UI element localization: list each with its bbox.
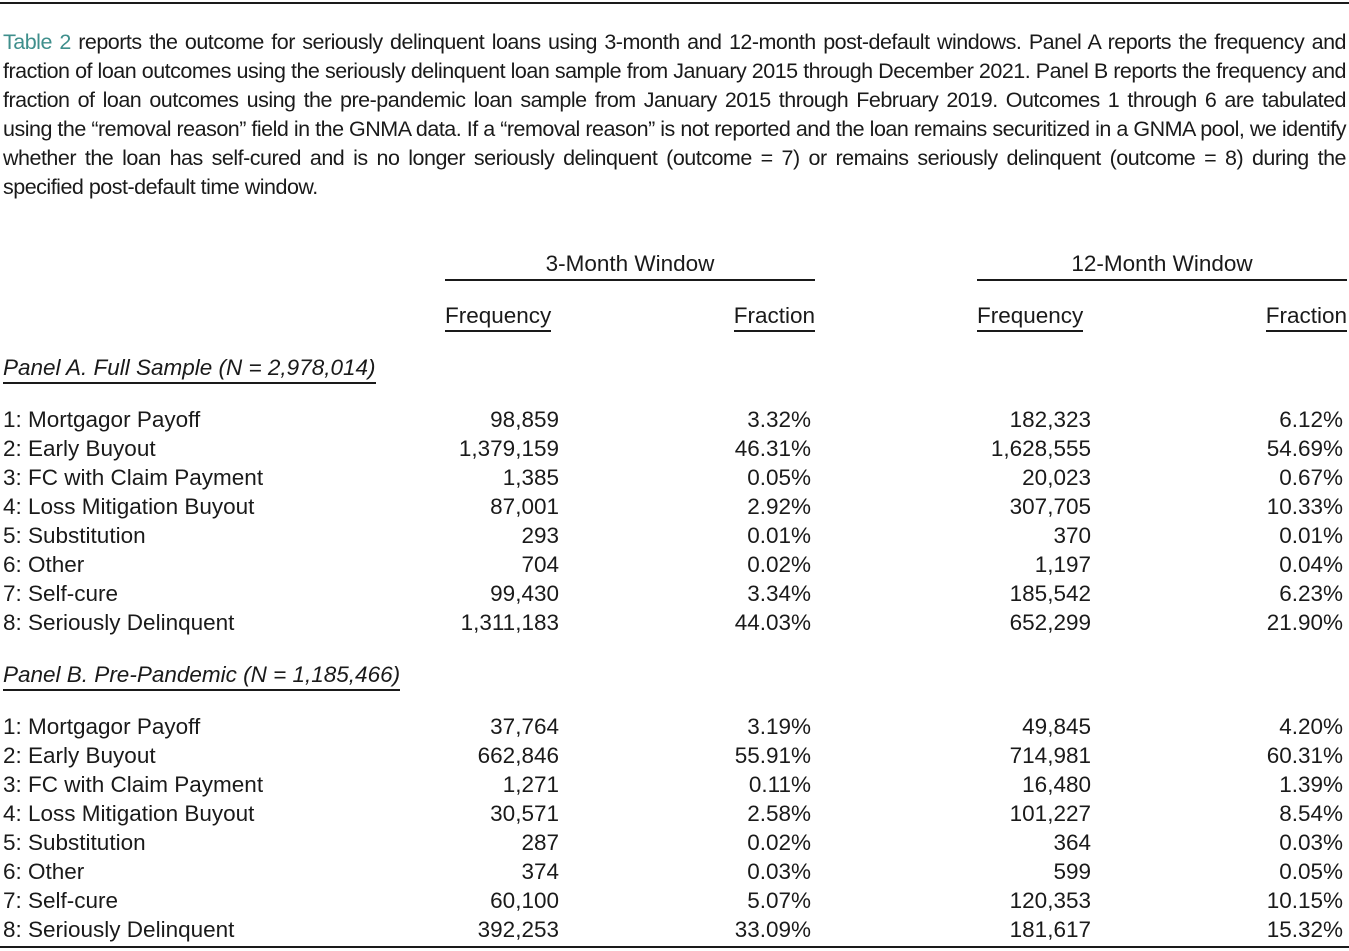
row-label: 3: FC with Claim Payment — [3, 772, 264, 797]
fraction-12m-cell: 0.67% — [1279, 465, 1343, 490]
table-row — [0, 799, 1349, 828]
frequency-3m-cell: 392,253 — [477, 917, 559, 942]
table-reference-link[interactable]: Table 2 — [3, 30, 71, 54]
row-label: 5: Substitution — [3, 523, 146, 548]
frequency-12m-cell: 101,227 — [1009, 801, 1091, 826]
fraction-3m-cell: 5.07% — [747, 888, 811, 913]
frequency-12m-cell: 182,323 — [1009, 407, 1091, 432]
frequency-3m-cell: 87,001 — [490, 494, 559, 519]
fraction-3m-cell: 0.03% — [747, 859, 811, 884]
row-label: 1: Mortgagor Payoff — [3, 714, 201, 739]
frequency-12m-cell: 185,542 — [1009, 581, 1091, 606]
table-row — [0, 463, 1349, 492]
table-row — [0, 608, 1349, 637]
table-row — [0, 915, 1349, 944]
fraction-12m-cell: 6.12% — [1279, 407, 1343, 432]
fraction-12m-cell: 4.20% — [1279, 714, 1343, 739]
frequency-12m-cell: 307,705 — [1009, 494, 1091, 519]
fraction-3m-cell: 2.58% — [747, 801, 811, 826]
table-row — [0, 550, 1349, 579]
fraction-3m-cell: 3.34% — [747, 581, 811, 606]
row-label: 4: Loss Mitigation Buyout — [3, 801, 255, 826]
frequency-12m-cell: 652,299 — [1009, 610, 1091, 635]
frequency-3m-cell: 293 — [521, 523, 559, 548]
fraction-12m-cell: 1.39% — [1279, 772, 1343, 797]
fraction-12m-cell: 0.04% — [1279, 552, 1343, 577]
table-row — [0, 741, 1349, 770]
row-label: 2: Early Buyout — [3, 436, 156, 461]
row-label: 4: Loss Mitigation Buyout — [3, 494, 255, 519]
frequency-3m-cell: 1,311,183 — [460, 610, 559, 635]
frequency-12m-cell: 181,617 — [1009, 917, 1091, 942]
group-header-12-month: 12-Month Window — [977, 249, 1347, 281]
fraction-3m-cell: 0.11% — [748, 772, 811, 797]
table-caption — [3, 28, 1346, 202]
col-header-fraction-12m: Fraction — [1266, 301, 1347, 332]
fraction-12m-cell: 0.03% — [1279, 830, 1343, 855]
fraction-3m-cell: 3.32% — [747, 407, 811, 432]
fraction-12m-cell: 10.15% — [1266, 888, 1343, 913]
fraction-12m-cell: 15.32% — [1266, 917, 1343, 942]
row-label: 7: Self-cure — [3, 581, 119, 606]
top-rule — [0, 2, 1349, 4]
fraction-3m-cell: 2.92% — [747, 494, 811, 519]
frequency-12m-cell: 49,845 — [1022, 714, 1091, 739]
fraction-3m-cell: 0.02% — [747, 552, 811, 577]
frequency-12m-cell: 714,981 — [1009, 743, 1091, 768]
frequency-3m-cell: 60,100 — [490, 888, 559, 913]
panel-a-title: Panel A. Full Sample (N = 2,978,014) — [3, 353, 376, 384]
frequency-3m-cell: 1,385 — [502, 465, 559, 490]
frequency-3m-cell: 1,271 — [502, 772, 559, 797]
fraction-12m-cell: 0.01% — [1279, 523, 1343, 548]
fraction-3m-cell: 55.91% — [734, 743, 811, 768]
panel-b-title: Panel B. Pre-Pandemic (N = 1,185,466) — [3, 660, 400, 691]
frequency-12m-cell: 16,480 — [1022, 772, 1091, 797]
fraction-12m-cell: 21.90% — [1266, 610, 1343, 635]
fraction-12m-cell: 8.54% — [1279, 801, 1343, 826]
frequency-3m-cell: 99,430 — [490, 581, 559, 606]
fraction-3m-cell: 44.03% — [734, 610, 811, 635]
fraction-12m-cell: 54.69% — [1266, 436, 1343, 461]
group-header-3-month: 3-Month Window — [445, 249, 815, 281]
frequency-12m-cell: 1,197 — [1034, 552, 1091, 577]
row-label: 8: Seriously Delinquent — [3, 610, 235, 635]
frequency-3m-cell: 37,764 — [490, 714, 559, 739]
fraction-12m-cell: 10.33% — [1266, 494, 1343, 519]
frequency-3m-cell: 30,571 — [490, 801, 559, 826]
frequency-12m-cell: 120,353 — [1009, 888, 1091, 913]
table-row — [0, 579, 1349, 608]
frequency-12m-cell: 599 — [1053, 859, 1091, 884]
table-row — [0, 886, 1349, 915]
fraction-3m-cell: 0.05% — [747, 465, 811, 490]
frequency-12m-cell: 20,023 — [1022, 465, 1091, 490]
table-row — [0, 857, 1349, 886]
fraction-12m-cell: 6.23% — [1279, 581, 1343, 606]
table-row — [0, 405, 1349, 434]
frequency-3m-cell: 662,846 — [477, 743, 559, 768]
table-row — [0, 521, 1349, 550]
table-row — [0, 828, 1349, 857]
fraction-3m-cell: 46.31% — [734, 436, 811, 461]
panel-b-rows — [0, 712, 1349, 944]
fraction-3m-cell: 3.19% — [747, 714, 811, 739]
row-label: 1: Mortgagor Payoff — [3, 407, 201, 432]
col-header-frequency-3m: Frequency — [445, 301, 551, 332]
frequency-3m-cell: 98,859 — [490, 407, 559, 432]
table-row — [0, 492, 1349, 521]
fraction-3m-cell: 33.09% — [734, 917, 811, 942]
table-row — [0, 434, 1349, 463]
frequency-12m-cell: 364 — [1053, 830, 1091, 855]
caption-text: reports the outcome for seriously delinquent loans using 3-month and 12-month post-default windows. Panel A reports the frequency and fraction of loan outcomes using the seriously delinquent loan sample from January 2015 through December 2021. Panel B reports the frequency and fraction of loan outcomes using the pre-pandemic loan sample from January 2015 through February 2019. Outcomes 1 through 6 are tabulated using the “removal reason” field in the GNMA data. If a “removal reason” is not reported and the loan remains securitized in a GNMA pool, we identify whether the loan has self-cured and is no longer seriously delinquent (outcome = 7) or remains seriously delinquent (outcome = 8) during the specified post-default time window. — [3, 30, 1346, 199]
fraction-3m-cell: 0.02% — [747, 830, 811, 855]
fraction-12m-cell: 0.05% — [1279, 859, 1343, 884]
fraction-3m-cell: 0.01% — [747, 523, 811, 548]
bottom-rule — [0, 946, 1349, 948]
panel-a-rows — [0, 405, 1349, 637]
col-header-frequency-12m: Frequency — [977, 301, 1083, 332]
row-label: 7: Self-cure — [3, 888, 119, 913]
row-label: 2: Early Buyout — [3, 743, 156, 768]
row-label: 6: Other — [3, 859, 85, 884]
frequency-12m-cell: 370 — [1053, 523, 1091, 548]
frequency-3m-cell: 1,379,159 — [458, 436, 559, 461]
row-label: 8: Seriously Delinquent — [3, 917, 235, 942]
row-label: 6: Other — [3, 552, 85, 577]
table-row — [0, 770, 1349, 799]
row-label: 5: Substitution — [3, 830, 146, 855]
frequency-3m-cell: 704 — [521, 552, 559, 577]
frequency-3m-cell: 287 — [521, 830, 559, 855]
table-row — [0, 712, 1349, 741]
frequency-12m-cell: 1,628,555 — [990, 436, 1091, 461]
row-label: 3: FC with Claim Payment — [3, 465, 264, 490]
col-header-fraction-3m: Fraction — [734, 301, 815, 332]
fraction-12m-cell: 60.31% — [1266, 743, 1343, 768]
frequency-3m-cell: 374 — [521, 859, 559, 884]
